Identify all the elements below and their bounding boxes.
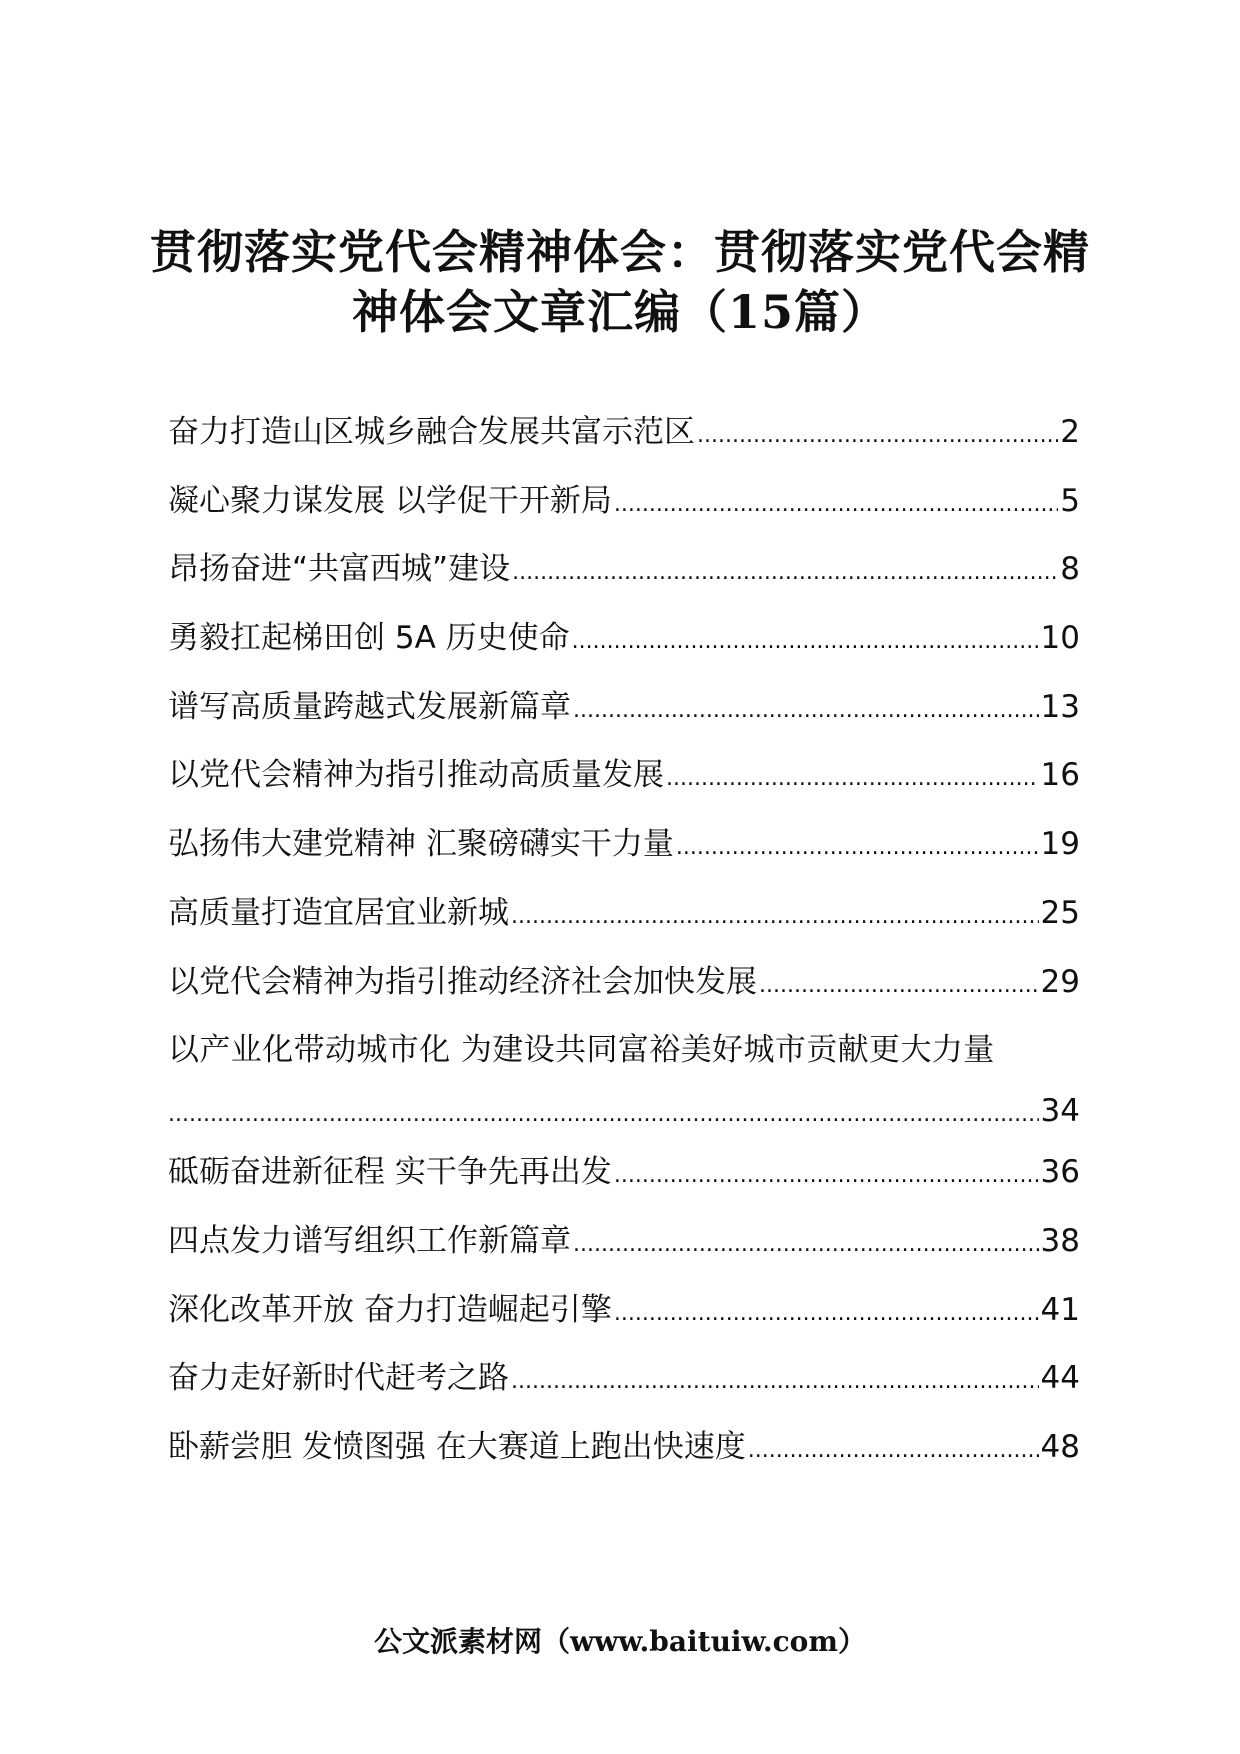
toc-entry[interactable] (168, 471, 1080, 540)
toc-dot-leader (697, 425, 1058, 447)
toc-page-number: 2 (1060, 414, 1080, 450)
toc-entry-title: 以产业化带动城市化 为建设共同富裕美好城市贡献更大力量 (168, 1032, 995, 1069)
toc-page-number: 34 (1040, 1093, 1080, 1130)
toc-dot-leader (168, 1104, 1039, 1126)
toc-page-number: 29 (1040, 963, 1080, 1000)
footer-source: 公文派素材网（www.baituiw.com） (374, 1625, 866, 1658)
toc-dot-leader (573, 1234, 1039, 1256)
toc-dot-leader (614, 1165, 1039, 1187)
toc-entry-title: 勇毅扛起梯田创 5A 历史使命 (168, 620, 570, 657)
toc-entry-title: 奋力打造山区城乡融合发展共富示范区 (168, 414, 695, 450)
toc-page-number: 38 (1040, 1222, 1080, 1259)
toc-page-number: 13 (1040, 688, 1080, 725)
toc-page-number: 16 (1040, 757, 1080, 794)
toc-page-number: 10 (1040, 620, 1080, 657)
toc-entry[interactable] (168, 608, 1080, 677)
toc-entry[interactable] (168, 677, 1080, 746)
toc-entry[interactable] (168, 402, 1080, 471)
toc-entry[interactable] (168, 1280, 1080, 1349)
toc-entry-title: 以党代会精神为指引推动高质量发展 (168, 757, 664, 794)
toc-page-number: 44 (1040, 1360, 1080, 1397)
toc-dot-leader (666, 768, 1039, 790)
toc-entry[interactable] (168, 1348, 1080, 1417)
table-of-contents (168, 402, 1080, 1486)
toc-page-number: 25 (1040, 894, 1080, 931)
toc-entry[interactable] (168, 1211, 1080, 1280)
document-title-line-2: 神体会文章汇编（15篇） (351, 285, 888, 339)
toc-entry-title: 深化改革开放 奋力打造崛起引擎 (168, 1291, 612, 1328)
toc-page-number: 41 (1040, 1291, 1080, 1328)
toc-page-number: 8 (1060, 551, 1080, 588)
toc-dot-leader (572, 631, 1039, 653)
toc-entry[interactable] (168, 745, 1080, 814)
toc-page-number: 36 (1040, 1154, 1080, 1191)
toc-dot-leader (573, 700, 1039, 722)
toc-dot-leader (614, 1303, 1039, 1325)
toc-entry[interactable] (168, 883, 1080, 952)
toc-entry-title: 卧薪尝胆 发愤图强 在大赛道上跑出快速度 (168, 1428, 746, 1465)
document-title (150, 222, 1090, 342)
toc-page-number: 19 (1040, 826, 1080, 863)
toc-entry[interactable] (168, 1142, 1080, 1211)
toc-entry-title: 弘扬伟大建党精神 汇聚磅礴实干力量 (168, 826, 674, 863)
toc-entry-title: 奋力走好新时代赶考之路 (168, 1360, 509, 1397)
toc-entry[interactable] (168, 1417, 1080, 1486)
toc-entry-title: 四点发力谱写组织工作新篇章 (168, 1222, 571, 1259)
toc-entry-title: 高质量打造宜居宜业新城 (168, 894, 509, 931)
toc-entry[interactable] (168, 1020, 1080, 1142)
toc-page-number: 48 (1040, 1428, 1080, 1465)
toc-entry-title: 凝心聚力谋发展 以学促干开新局 (168, 482, 612, 519)
toc-entry[interactable] (168, 952, 1080, 1021)
document-title-line-1: 贯彻落实党代会精神体会：贯彻落实党代会精 (150, 225, 1090, 279)
toc-dot-leader (759, 975, 1039, 997)
toc-dot-leader (748, 1440, 1039, 1462)
toc-entry[interactable] (168, 539, 1080, 608)
toc-dot-leader (614, 494, 1058, 516)
toc-dot-leader (511, 906, 1039, 928)
toc-dot-leader (511, 1371, 1039, 1393)
toc-entry-title: 昂扬奋进“共富西城”建设 (168, 551, 511, 588)
toc-entry-continuation (168, 1080, 1080, 1142)
toc-entry[interactable] (168, 814, 1080, 883)
toc-entry-title: 砥砺奋进新征程 实干争先再出发 (168, 1154, 612, 1191)
toc-entry-title: 以党代会精神为指引推动经济社会加快发展 (168, 963, 757, 1000)
toc-page-number: 5 (1060, 482, 1080, 519)
toc-entry-title: 谱写高质量跨越式发展新篇章 (168, 688, 571, 725)
toc-dot-leader (676, 837, 1039, 859)
toc-dot-leader (512, 562, 1058, 584)
